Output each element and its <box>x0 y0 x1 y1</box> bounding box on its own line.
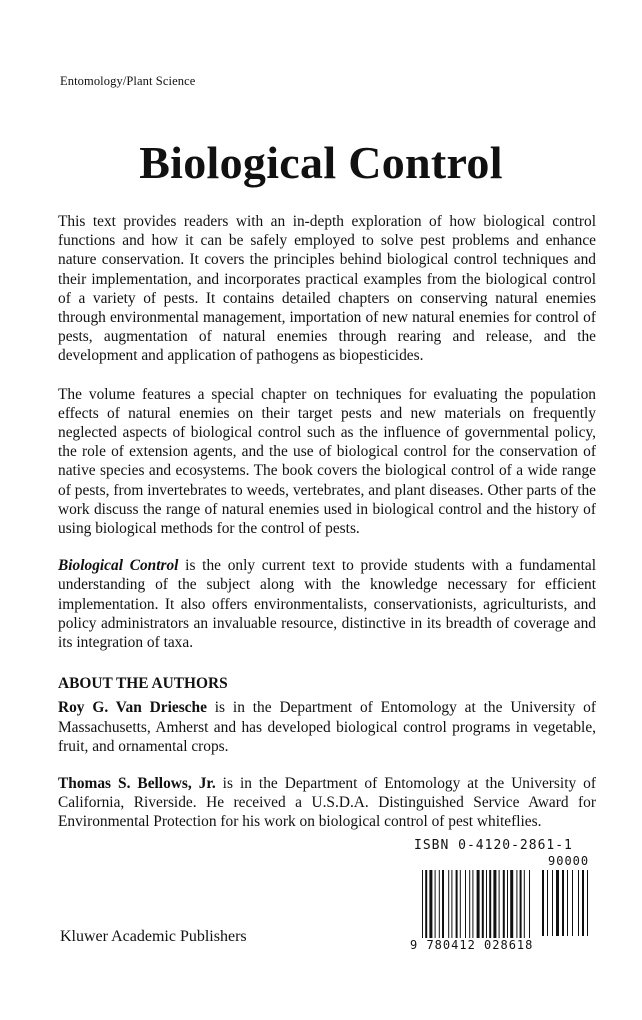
description <box>58 212 596 850</box>
barcode-block <box>410 838 598 952</box>
about-authors-heading: ABOUT THE AUTHORS <box>58 675 228 693</box>
description-paragraph-1: This text provides readers with an in-depth exploration of how biological control functions and how it can be safely employed to solve pest problems and enhance nature conservation. It covers the principles behind biological control techniques and their implementation, and incorporates practical examples from the biological control of a variety of pests. It contains detailed chapters on conserving natural enemies through environmental management, importation of new natural enemies for control of pests, augmentation of natural enemies through rearing and release, and the development and application of pathogens as biopesticides. <box>58 213 596 365</box>
author-name: Roy G. Van Driesche <box>58 699 207 717</box>
author-bio-1 <box>58 698 596 756</box>
author-bio-text: is in the Department of Entomology at the University of Massachusetts, Amherst and has developed biological control programs in vegetable, fruit, and ornamental crops. <box>58 699 596 755</box>
book-title: Biological Control <box>139 137 503 188</box>
paragraph-3-text: is the only current text to provide students with a fundamental understanding of the subject along with the knowledge necessary for efficient implementation. It also offers environmentalists, conservationists, agriculturists, and policy administrators an invaluable resource, distinctive in its breadth of coverage and its integration of taxa. <box>58 557 596 652</box>
description-paragraph-3 <box>58 556 596 652</box>
author-bio-2 <box>58 774 596 832</box>
ean-number: 9 780412 028618 <box>410 938 534 952</box>
description-paragraph-2: The volume features a special chapter on techniques for evaluating the population effects of natural enemies on their target pests and new materials on frequently neglected aspects of biological control such as the influence of governmental policy, the role of extension agents, and the use of biological control for the conservation of native species and ecosystems. The book covers the biological control of a wide range of pests, from invertebrates to weeds, vertebrates, and plant diseases. Other parts of the work discuss the range of natural enemies used in biological control and the history of using biological methods for the control of pests. <box>58 385 596 538</box>
title-reference: Biological Control <box>58 557 179 575</box>
author-bio-text: is in the Department of Entomology at the University of California, Riverside. He received a U.S.D.A. Distinguished Service Award for Environmental Protection for his work on biological control of pest whiteflies. <box>58 775 596 831</box>
price-code: 90000 <box>548 854 590 868</box>
category-label: Entomology/Plant Science <box>60 74 196 88</box>
publisher-name: Kluwer Academic Publishers <box>60 928 247 945</box>
author-name: Thomas S. Bellows, Jr. <box>58 775 216 793</box>
isbn-number: ISBN 0-4120-2861-1 <box>414 838 573 853</box>
